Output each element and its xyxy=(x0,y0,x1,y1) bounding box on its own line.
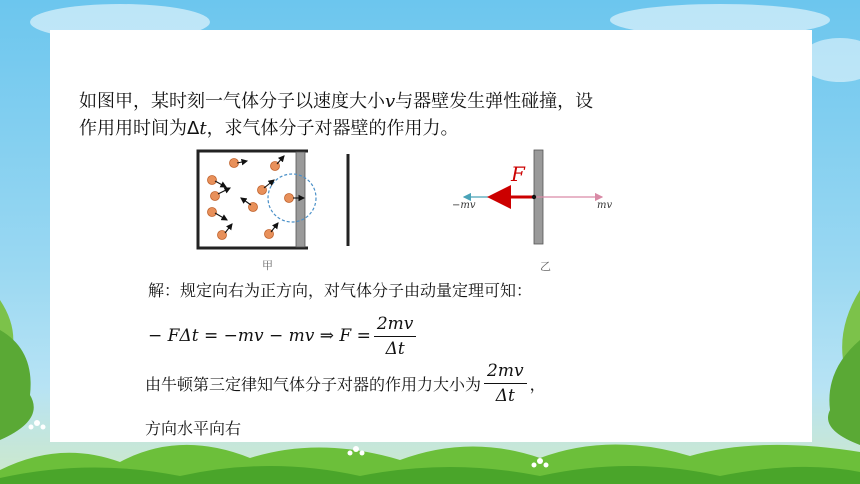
label-minus-mv: −mv xyxy=(452,200,476,211)
solution-title: 解：规定向右为正方向，对气体分子由动量定理可知： xyxy=(148,281,533,300)
fraction-denominator: Δt xyxy=(385,338,405,359)
conclusion-comma: ， xyxy=(529,374,546,394)
momentum-equation xyxy=(148,313,419,359)
velocity-symbol: v xyxy=(385,91,396,112)
equation-left: − FΔt = −mv − mv ⇒ F = xyxy=(148,326,371,346)
conclusion-text: 由牛顿第三定律知气体分子对器的作用力大小为 xyxy=(145,374,482,394)
gas-molecules xyxy=(208,159,294,240)
conclusion-fraction xyxy=(484,361,527,406)
fraction-numerator: 2mv xyxy=(374,314,417,337)
conclusion-denominator: Δt xyxy=(495,385,515,406)
problem-line-2-b: ，求气体分子对器壁的作用力。 xyxy=(206,118,459,139)
figure-jia xyxy=(190,140,352,260)
problem-line-1-b: 与器壁发生弹性碰撞，设 xyxy=(395,91,594,112)
figure-yi xyxy=(440,138,630,250)
time-symbol: t xyxy=(199,118,207,139)
equation-fraction xyxy=(374,314,417,359)
caption-jia: 甲 xyxy=(262,259,273,272)
problem-line-1-a: 如图甲，某时刻一气体分子以速度大小 xyxy=(79,91,385,112)
caption-yi: 乙 xyxy=(540,260,551,273)
problem-statement xyxy=(79,88,719,142)
label-mv: mv xyxy=(597,200,613,211)
force-label: F xyxy=(511,162,525,186)
problem-line-1 xyxy=(79,88,719,115)
conclusion-numerator: 2mv xyxy=(484,361,527,384)
problem-line-2-a: 作用用时间为Δ xyxy=(79,118,200,139)
piston-wall xyxy=(296,152,305,247)
conclusion-line xyxy=(145,360,546,406)
direction-text: 方向水平向右 xyxy=(145,419,242,438)
